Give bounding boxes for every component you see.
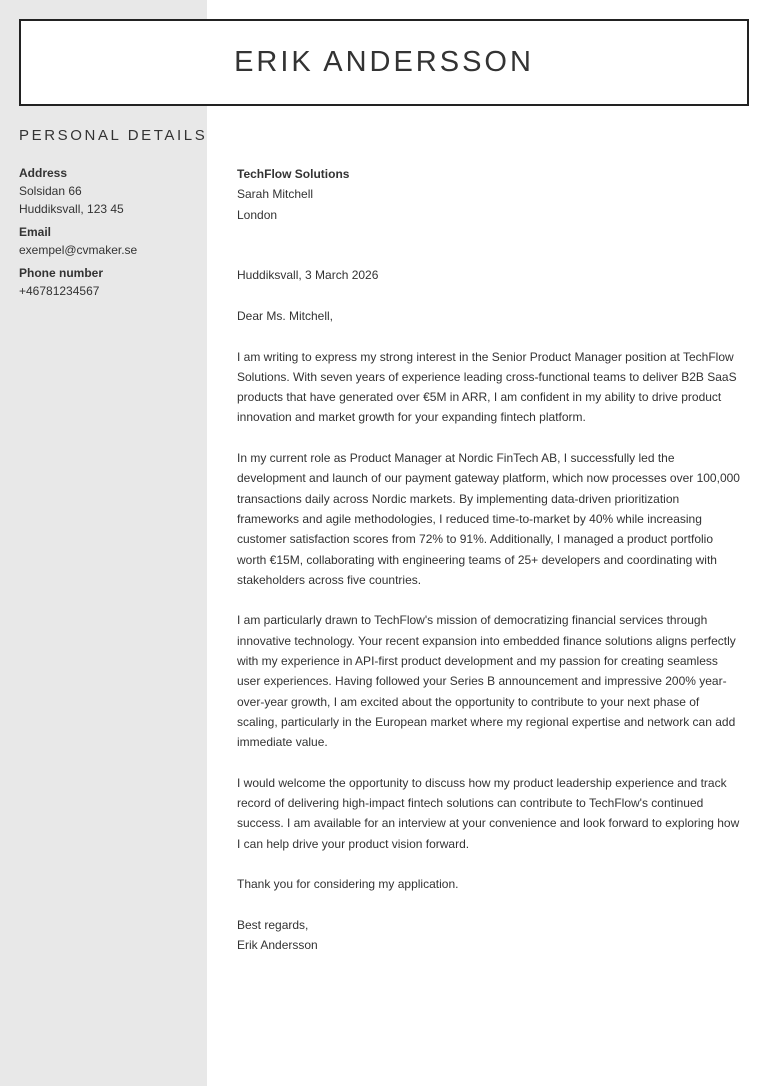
recipient-name: Sarah Mitchell xyxy=(237,187,314,202)
closing: Best regards, xyxy=(237,917,309,932)
phone-value: +46781234567 xyxy=(19,284,100,298)
phone-label: Phone number xyxy=(19,266,104,280)
paragraph-intro: I am writing to express my strong interest in the Senior Product Manager position at TechFlow Solutions. With seven years of experience leading cross-functional teams to deliver B2B SaaS products that have generated over €5M in ARR, I am confident in my ability to drive product innovation and market growth for your expanding fintech platform. xyxy=(237,349,737,425)
applicant-name: ERIK ANDERSSON xyxy=(234,46,534,78)
address-label: Address xyxy=(19,166,68,180)
paragraph-call-to-action: I would welcome the opportunity to discuss how my product leadership experience and track record of delivering high-impact fintech solutions can contribute to TechFlow's continued success. I am available for an interview at your convenience and look forward to exploring how I can help drive your product vision forward. xyxy=(237,775,740,851)
paragraph-thanks: Thank you for considering my application. xyxy=(237,877,459,892)
recipient-city: London xyxy=(237,207,278,222)
date-line: Huddiksvall, 3 March 2026 xyxy=(237,268,379,283)
personal-details-heading: PERSONAL DETAILS xyxy=(19,127,208,144)
email-label: Email xyxy=(19,225,52,239)
sidebar xyxy=(0,0,207,1086)
address-group xyxy=(19,164,199,218)
recipient-company: TechFlow Solutions xyxy=(237,167,350,181)
cover-letter-body xyxy=(237,164,742,955)
paragraph-motivation: I am particularly drawn to TechFlow's mission of democratizing financial services through innovative technology. Your recent expansion into embedded finance solutions aligns perfectly with my experience in API-first product development and my passion for creating seamless user experiences. Having followed your Series B announcement and impressive 200% year-over-year growth, I am excited about the opportunity to contribute to your next phase of scaling, particularly in the European market where my regional expertise and network can add immediate value. xyxy=(237,613,736,750)
address-line-1: Solsidan 66 xyxy=(19,184,82,198)
name-header xyxy=(19,19,749,106)
personal-details-list xyxy=(19,164,199,305)
salutation: Dear Ms. Mitchell, xyxy=(237,308,334,323)
signature: Erik Andersson xyxy=(237,938,318,953)
address-line-2: Huddiksvall, 123 45 xyxy=(19,202,124,216)
phone-group xyxy=(19,264,199,300)
email-value: exempel@cvmaker.se xyxy=(19,243,138,257)
paragraph-experience: In my current role as Product Manager at Nordic FinTech AB, I successfully led the development and launch of our payment gateway platform, which now processes over 100,000 transactions daily across Nordic markets. By implementing data-driven prioritization frameworks and agile methodologies, I reduced time-to-market by 40% while increasing customer satisfaction scores from 72% to 91%. Additionally, I managed a product portfolio worth €15M, collaborating with engineering teams of 25+ developers and coordinating with stakeholders across five countries. xyxy=(237,451,740,587)
email-group xyxy=(19,223,199,259)
